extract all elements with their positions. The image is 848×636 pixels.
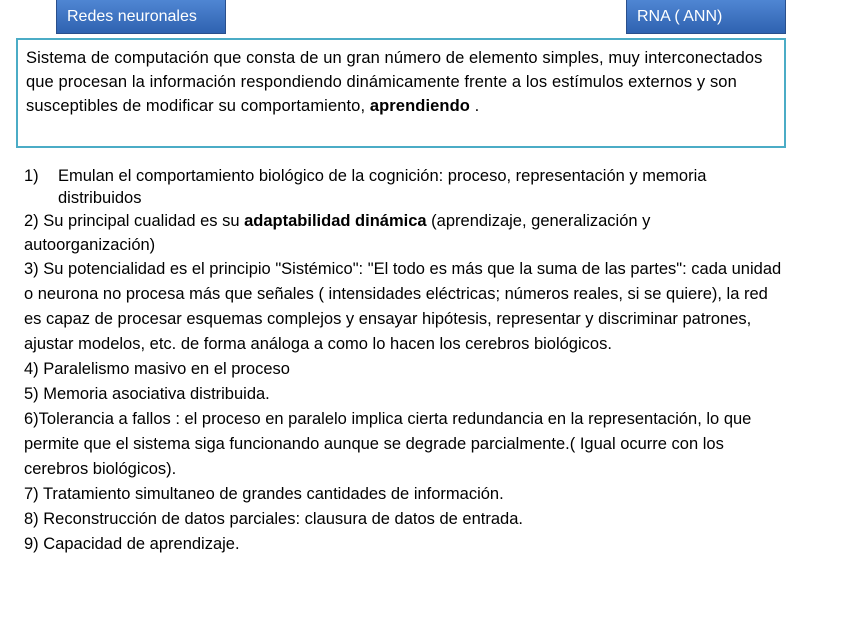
list-item-8: 8) Reconstrucción de datos parciales: clausura de datos de entrada. (24, 510, 523, 528)
list-item-3: 3) Su potencialidad es el principio "Sistémico": "El todo es más que la suma de las partes": cada unidad o neurona no procesa más que señales ( intensidades eléctricas; números reales, si se quiere), la red es capaz de procesar esquemas complejos y ensayar hipótesis, representar y discriminar patrones, ajustar modelos, etc. de forma análoga a como lo hacen los cerebros biológicos. (24, 260, 782, 353)
tab-rna-ann: RNA ( ANN) (626, 0, 786, 34)
list-item-2-post: (aprendizaje, generalización y autoorganización) (24, 212, 651, 254)
tab-redes-neuronales: Redes neuronales (56, 0, 226, 34)
characteristics-list (24, 164, 784, 557)
list-item-2 (24, 209, 784, 257)
list-item-4: 4) Paralelismo masivo en el proceso (24, 360, 290, 378)
definition-end: . (469, 97, 480, 115)
list-item-1-number: 1) (24, 167, 39, 185)
list-item-9: 9) Capacidad de aprendizaje. (24, 535, 240, 553)
list-item-1-text: Emulan el comportamiento biológico de la cognición: proceso, representación y memoria distribuidos (58, 167, 707, 207)
list-item-2-bold: adaptabilidad dinámica (244, 212, 427, 230)
list-item-6: 6)Tolerancia a fallos : el proceso en paralelo implica cierta redundancia en la representación, lo que permite que el sistema siga funcionando aunque se degrade parcialmente.( Igual ocurre con los cerebros biológicos). (24, 410, 752, 478)
list-item-2-pre: 2) Su principal cualidad es su (24, 212, 245, 230)
list-item-5: 5) Memoria asociativa distribuida. (24, 385, 270, 403)
definition-box (16, 38, 786, 148)
list-item-7: 7) Tratamiento simultaneo de grandes cantidades de información. (24, 485, 504, 503)
definition-bold: aprendiendo (369, 97, 470, 115)
definition-text: Sistema de computación que consta de un gran número de elemento simples, muy interconectados que procesan la información respondiendo dinámicamente frente a los estímulos externos y son susceptibles de modificar su comportamiento, (26, 49, 763, 115)
list-item-1 (24, 164, 784, 209)
